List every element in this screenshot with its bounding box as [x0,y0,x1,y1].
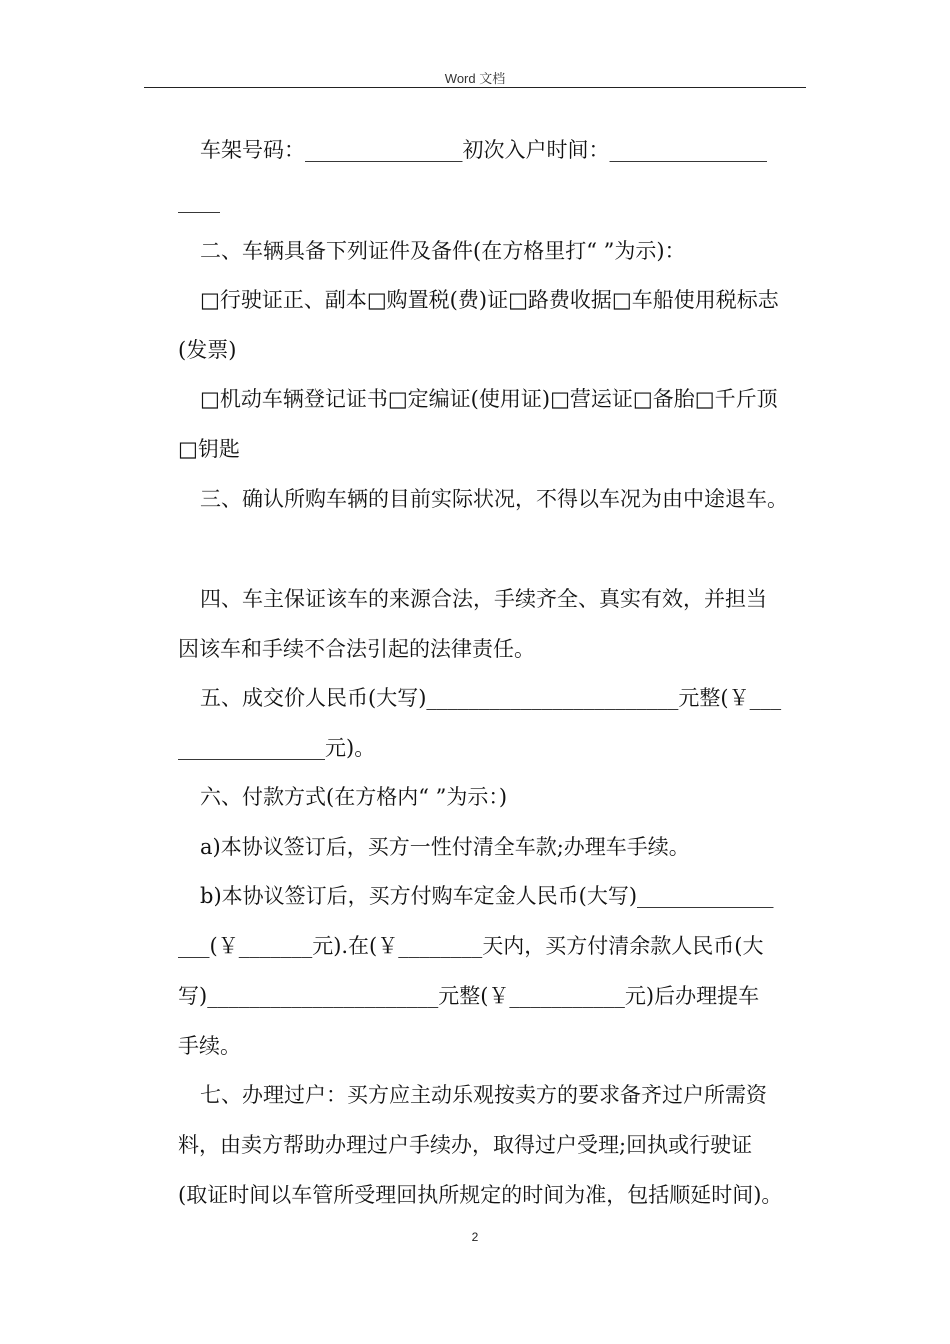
header-title: Word 文档 [444,71,506,86]
text-line: (发票) [178,338,237,362]
text-line: 四、车主保证该车的来源合法，手续齐全、真实有效，并担当 [200,587,767,611]
text-line: 三、确认所购车辆的目前实际状况，不得以车况为由中途退车。 [200,487,788,511]
text-line: 五、成交价人民币(大写)________________________元整(￥___ [200,686,782,710]
text-line: ___(￥_______元).在(￥________天内，买方付清余款人民币(大 [178,934,764,958]
text-line: a)本协议签订后，买方一性付清全车款;办理车手续。 [200,835,690,859]
text-line: b)本协议签订后，买方付购车定金人民币(大写)_____________ [200,884,774,908]
text-line: 手续。 [178,1034,241,1058]
text-line: 料，由卖方帮助办理过户手续办，取得过户受理;回执或行驶证 [178,1133,753,1157]
text-line: □机动车辆登记证书□定编证(使用证)□营运证□备胎□千斤顶 [200,387,778,411]
text-line: 车架号码：_______________初次入户时间：_______________ [200,138,767,162]
text-line: □钥匙 [178,437,240,461]
page-number: 2 [471,1230,479,1244]
header-rule [144,87,806,88]
text-line: 二、车辆具备下列证件及备件(在方格里打“ ”为示)： [200,239,686,263]
text-line: ______________元)。 [178,736,376,760]
text-line: (取证时间以车管所受理回执所规定的时间为准，包括顺延时间)。 [178,1183,783,1207]
text-line: □行驶证正、副本□购置税(费)证□路费收据□车船使用税标志 [200,288,779,312]
text-line: ____ [178,189,220,213]
text-line: 写)______________________元整(￥___________元)后办理提车 [178,984,760,1008]
text-line: 六、付款方式(在方格内“ ”为示：) [200,785,508,809]
text-line: 因该车和手续不合法引起的法律责任。 [178,637,535,661]
text-line: 七、办理过户：买方应主动乐观按卖方的要求备齐过户所需资 [200,1083,767,1107]
